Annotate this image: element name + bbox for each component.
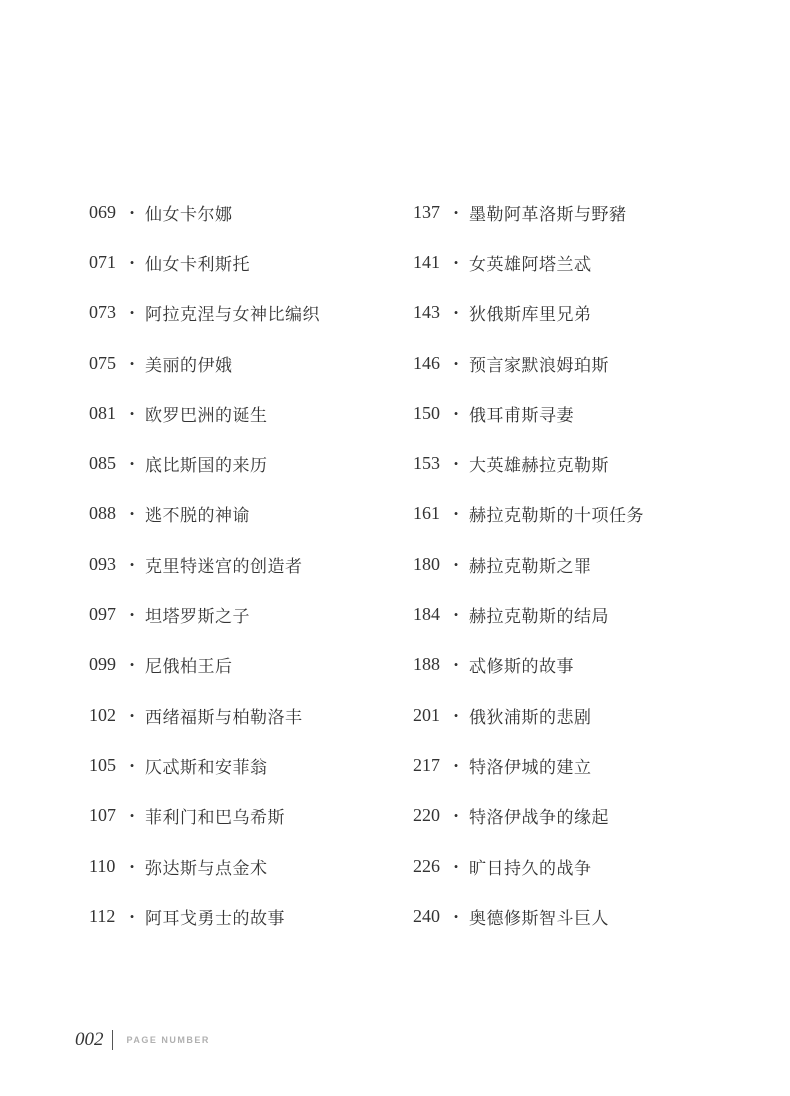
toc-entry-title: 阿拉克涅与女神比编织 xyxy=(145,305,320,326)
toc-entry[interactable] xyxy=(413,237,733,287)
toc-separator-dot: · xyxy=(453,806,459,826)
toc-entry[interactable] xyxy=(413,288,733,338)
toc-separator-dot: · xyxy=(453,303,459,323)
toc-separator-dot: · xyxy=(129,403,135,423)
toc-entry[interactable] xyxy=(89,640,389,690)
toc-separator-dot: · xyxy=(129,303,135,323)
toc-page-number: 107 xyxy=(89,805,116,826)
toc-entry[interactable] xyxy=(89,841,389,891)
toc-page-number: 184 xyxy=(413,604,440,625)
toc-entry[interactable] xyxy=(89,338,389,388)
toc-page-number: 217 xyxy=(413,754,440,775)
toc-column-right xyxy=(413,187,733,941)
toc-separator-dot: · xyxy=(453,655,459,675)
toc-separator-dot: · xyxy=(129,856,135,876)
toc-entry[interactable] xyxy=(413,187,733,237)
toc-separator-dot: · xyxy=(453,504,459,524)
toc-page-number: 081 xyxy=(89,402,116,423)
toc-page-number: 069 xyxy=(89,201,116,222)
toc-page-number: 088 xyxy=(89,503,116,524)
toc-entry[interactable] xyxy=(89,791,389,841)
toc-entry-title: 底比斯国的来历 xyxy=(145,456,268,477)
toc-entry-title: 特洛伊城的建立 xyxy=(469,757,592,778)
toc-page-number: 161 xyxy=(413,503,440,524)
toc-entry-title: 逃不脱的神谕 xyxy=(145,506,250,527)
toc-entry-title: 大英雄赫拉克勒斯 xyxy=(469,456,609,477)
toc-page-number: 099 xyxy=(89,654,116,675)
toc-entry[interactable] xyxy=(413,740,733,790)
toc-entry-title: 女英雄阿塔兰忒 xyxy=(469,254,592,275)
toc-separator-dot: · xyxy=(129,252,135,272)
toc-entry-title: 仄忒斯和安菲翁 xyxy=(145,757,268,778)
footer-divider xyxy=(112,1030,113,1050)
toc-page-number: 153 xyxy=(413,453,440,474)
toc-separator-dot: · xyxy=(129,504,135,524)
toc-separator-dot: · xyxy=(453,202,459,222)
toc-entry[interactable] xyxy=(89,187,389,237)
toc-entry-title: 仙女卡利斯托 xyxy=(145,254,250,275)
toc-entry-title: 奥德修斯智斗巨人 xyxy=(469,908,609,929)
toc-entry-title: 克里特迷宫的创造者 xyxy=(145,556,303,577)
toc-entry[interactable] xyxy=(413,388,733,438)
toc-separator-dot: · xyxy=(129,705,135,725)
toc-entry[interactable] xyxy=(413,891,733,941)
toc-separator-dot: · xyxy=(453,755,459,775)
toc-separator-dot: · xyxy=(453,906,459,926)
toc-page-number: 097 xyxy=(89,604,116,625)
toc-entry-title: 忒修斯的故事 xyxy=(469,657,574,678)
toc-separator-dot: · xyxy=(129,906,135,926)
toc-entry[interactable] xyxy=(413,791,733,841)
toc-entry-title: 赫拉克勒斯之罪 xyxy=(469,556,592,577)
toc-page-number: 201 xyxy=(413,704,440,725)
toc-entry[interactable] xyxy=(413,640,733,690)
toc-separator-dot: · xyxy=(453,554,459,574)
toc-page-number: 137 xyxy=(413,201,440,222)
toc-entry[interactable] xyxy=(89,539,389,589)
toc-separator-dot: · xyxy=(129,655,135,675)
toc-page-number: 102 xyxy=(89,704,116,725)
toc-separator-dot: · xyxy=(129,755,135,775)
toc-page-number: 071 xyxy=(89,251,116,272)
toc-page-number: 188 xyxy=(413,654,440,675)
toc-separator-dot: · xyxy=(129,806,135,826)
toc-separator-dot: · xyxy=(453,403,459,423)
toc-separator-dot: · xyxy=(129,454,135,474)
toc-entry-title: 菲利门和巴乌希斯 xyxy=(145,808,285,829)
toc-entry-title: 赫拉克勒斯的结局 xyxy=(469,607,609,628)
toc-entry[interactable] xyxy=(89,489,389,539)
toc-entry-title: 预言家默浪姆珀斯 xyxy=(469,355,609,376)
toc-page-number: 146 xyxy=(413,352,440,373)
toc-separator-dot: · xyxy=(129,605,135,625)
toc-entry-title: 俄狄浦斯的悲剧 xyxy=(469,707,592,728)
toc-page-number: 073 xyxy=(89,302,116,323)
toc-separator-dot: · xyxy=(453,605,459,625)
toc-entry-title: 欧罗巴洲的诞生 xyxy=(145,405,268,426)
toc-page-number: 240 xyxy=(413,905,440,926)
toc-entry[interactable] xyxy=(413,589,733,639)
toc-separator-dot: · xyxy=(453,856,459,876)
toc-page-number: 226 xyxy=(413,855,440,876)
toc-entry[interactable] xyxy=(413,539,733,589)
toc-entry-title: 阿耳戈勇士的故事 xyxy=(145,908,285,929)
toc-entry-title: 旷日持久的战争 xyxy=(469,858,592,879)
toc-entry[interactable] xyxy=(89,438,389,488)
toc-entry-title: 美丽的伊娥 xyxy=(145,355,233,376)
toc-entry[interactable] xyxy=(413,841,733,891)
toc-page-number: 093 xyxy=(89,553,116,574)
toc-entry[interactable] xyxy=(89,690,389,740)
toc-entry[interactable] xyxy=(89,891,389,941)
toc-page-number: 220 xyxy=(413,805,440,826)
toc-entry-title: 弥达斯与点金术 xyxy=(145,858,268,879)
toc-entry-title: 特洛伊战争的缘起 xyxy=(469,808,609,829)
toc-entry-title: 赫拉克勒斯的十项任务 xyxy=(469,506,644,527)
toc-separator-dot: · xyxy=(453,252,459,272)
toc-separator-dot: · xyxy=(453,705,459,725)
toc-page-number: 112 xyxy=(89,905,116,926)
footer-page-number: 002 xyxy=(75,1029,104,1050)
toc-page-number: 141 xyxy=(413,251,440,272)
toc-entry-title: 坦塔罗斯之子 xyxy=(145,607,250,628)
toc-entry[interactable] xyxy=(89,740,389,790)
toc-separator-dot: · xyxy=(129,202,135,222)
toc-page-number: 150 xyxy=(413,402,440,423)
toc-separator-dot: · xyxy=(453,454,459,474)
toc-page-number: 075 xyxy=(89,352,116,373)
toc-entry[interactable] xyxy=(89,589,389,639)
toc-separator-dot: · xyxy=(129,554,135,574)
toc-page-number: 180 xyxy=(413,553,440,574)
toc-entry-title: 墨勒阿革洛斯与野豬 xyxy=(469,204,627,225)
footer-label: PAGE NUMBER xyxy=(126,1035,210,1045)
toc-separator-dot: · xyxy=(129,353,135,373)
toc-entry-title: 西绪福斯与柏勒洛丰 xyxy=(145,707,303,728)
page-footer xyxy=(75,1029,210,1051)
toc-entry-title: 仙女卡尔娜 xyxy=(145,204,233,225)
toc-entry-title: 俄耳甫斯寻妻 xyxy=(469,405,574,426)
toc-entry[interactable] xyxy=(413,338,733,388)
toc-entry[interactable] xyxy=(89,388,389,438)
toc-page-number: 105 xyxy=(89,754,116,775)
toc-entry[interactable] xyxy=(89,288,389,338)
toc-separator-dot: · xyxy=(453,353,459,373)
toc-entry-title: 狄俄斯库里兄弟 xyxy=(469,305,592,326)
toc-entry[interactable] xyxy=(413,489,733,539)
toc-page-number: 110 xyxy=(89,855,116,876)
toc-entry[interactable] xyxy=(413,438,733,488)
toc-column-left xyxy=(89,187,389,941)
toc-entry-title: 尼俄柏王后 xyxy=(145,657,233,678)
toc-entry[interactable] xyxy=(89,237,389,287)
toc-entry[interactable] xyxy=(413,690,733,740)
toc-page-number: 085 xyxy=(89,453,116,474)
toc-page-number: 143 xyxy=(413,302,440,323)
